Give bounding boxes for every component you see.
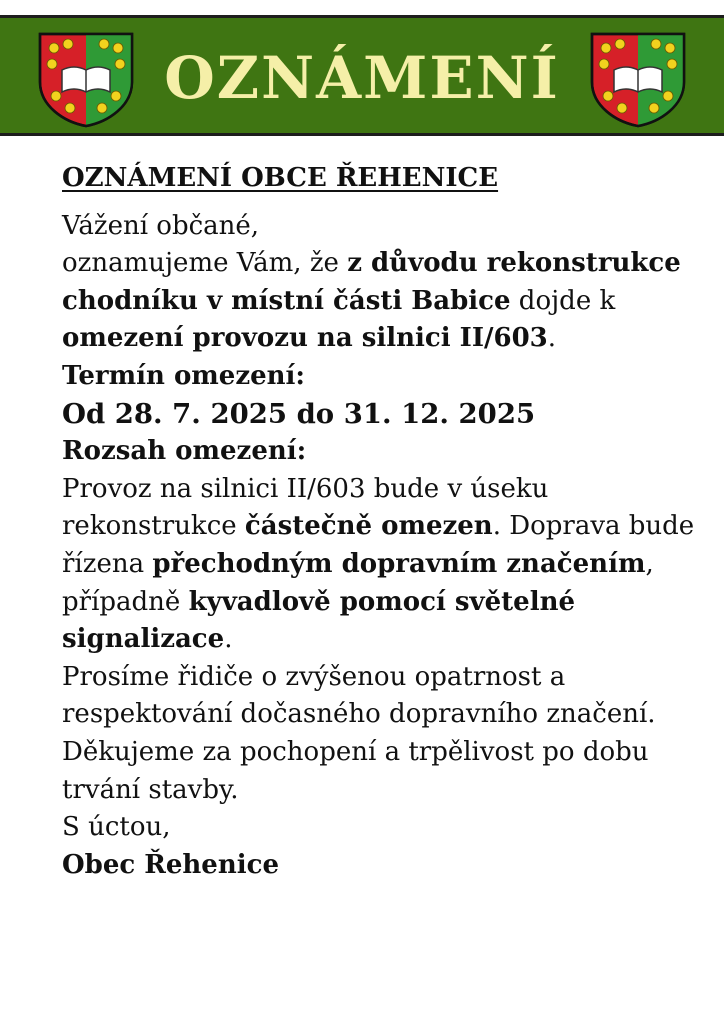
village-crest-icon: [36, 30, 136, 128]
term-dates: Od 28. 7. 2025 do 31. 12. 2025: [62, 397, 536, 430]
text-run: dojde k: [510, 285, 616, 316]
scope-label: Rozsah omezení:: [62, 436, 307, 467]
paragraph-scope: [62, 471, 702, 659]
greeting: Vážení občané,: [62, 210, 260, 241]
banner-title: OZNÁMENÍ: [164, 43, 560, 112]
paragraph-request: Prosíme řidiče o zvýšenou opatrnost a respektování dočasného dopravního značení.: [62, 661, 656, 730]
text-run: .: [547, 323, 557, 354]
text-run-bold: přechodným dopravním značením: [152, 548, 646, 579]
text-run: , případně: [62, 548, 654, 617]
text-run: Provoz na silnici II/603 bude v úseku rekonstrukce: [62, 473, 549, 542]
signature: Obec Řehenice: [62, 849, 280, 880]
text-run: .: [224, 624, 233, 655]
notice-heading: OZNÁMENÍ OBCE ŘEHENICE: [62, 163, 499, 193]
text-run-bold: omezení provozu na silnici II/603: [62, 323, 548, 354]
text-run-bold: z důvodu rekonstrukce chodníku v místní části Babice: [62, 248, 681, 316]
text-run: . Doprava bude řízena: [62, 511, 695, 579]
text-run-bold: částečně omezen: [244, 511, 493, 542]
village-crest-icon: [588, 30, 688, 128]
paragraph-thanks: Děkujeme za pochopení a trpělivost po dobu trvání stavby.: [62, 736, 649, 805]
text-run: oznamujeme Vám, že: [62, 248, 348, 279]
paragraph-announcement: [62, 245, 702, 358]
text-run-bold: kyvadlově pomocí světelné signalizace: [62, 586, 576, 655]
closing: S úctou,: [62, 812, 171, 843]
notice-banner: [0, 15, 724, 136]
term-label: Termín omezení:: [62, 360, 306, 391]
notice-body: [62, 160, 702, 884]
